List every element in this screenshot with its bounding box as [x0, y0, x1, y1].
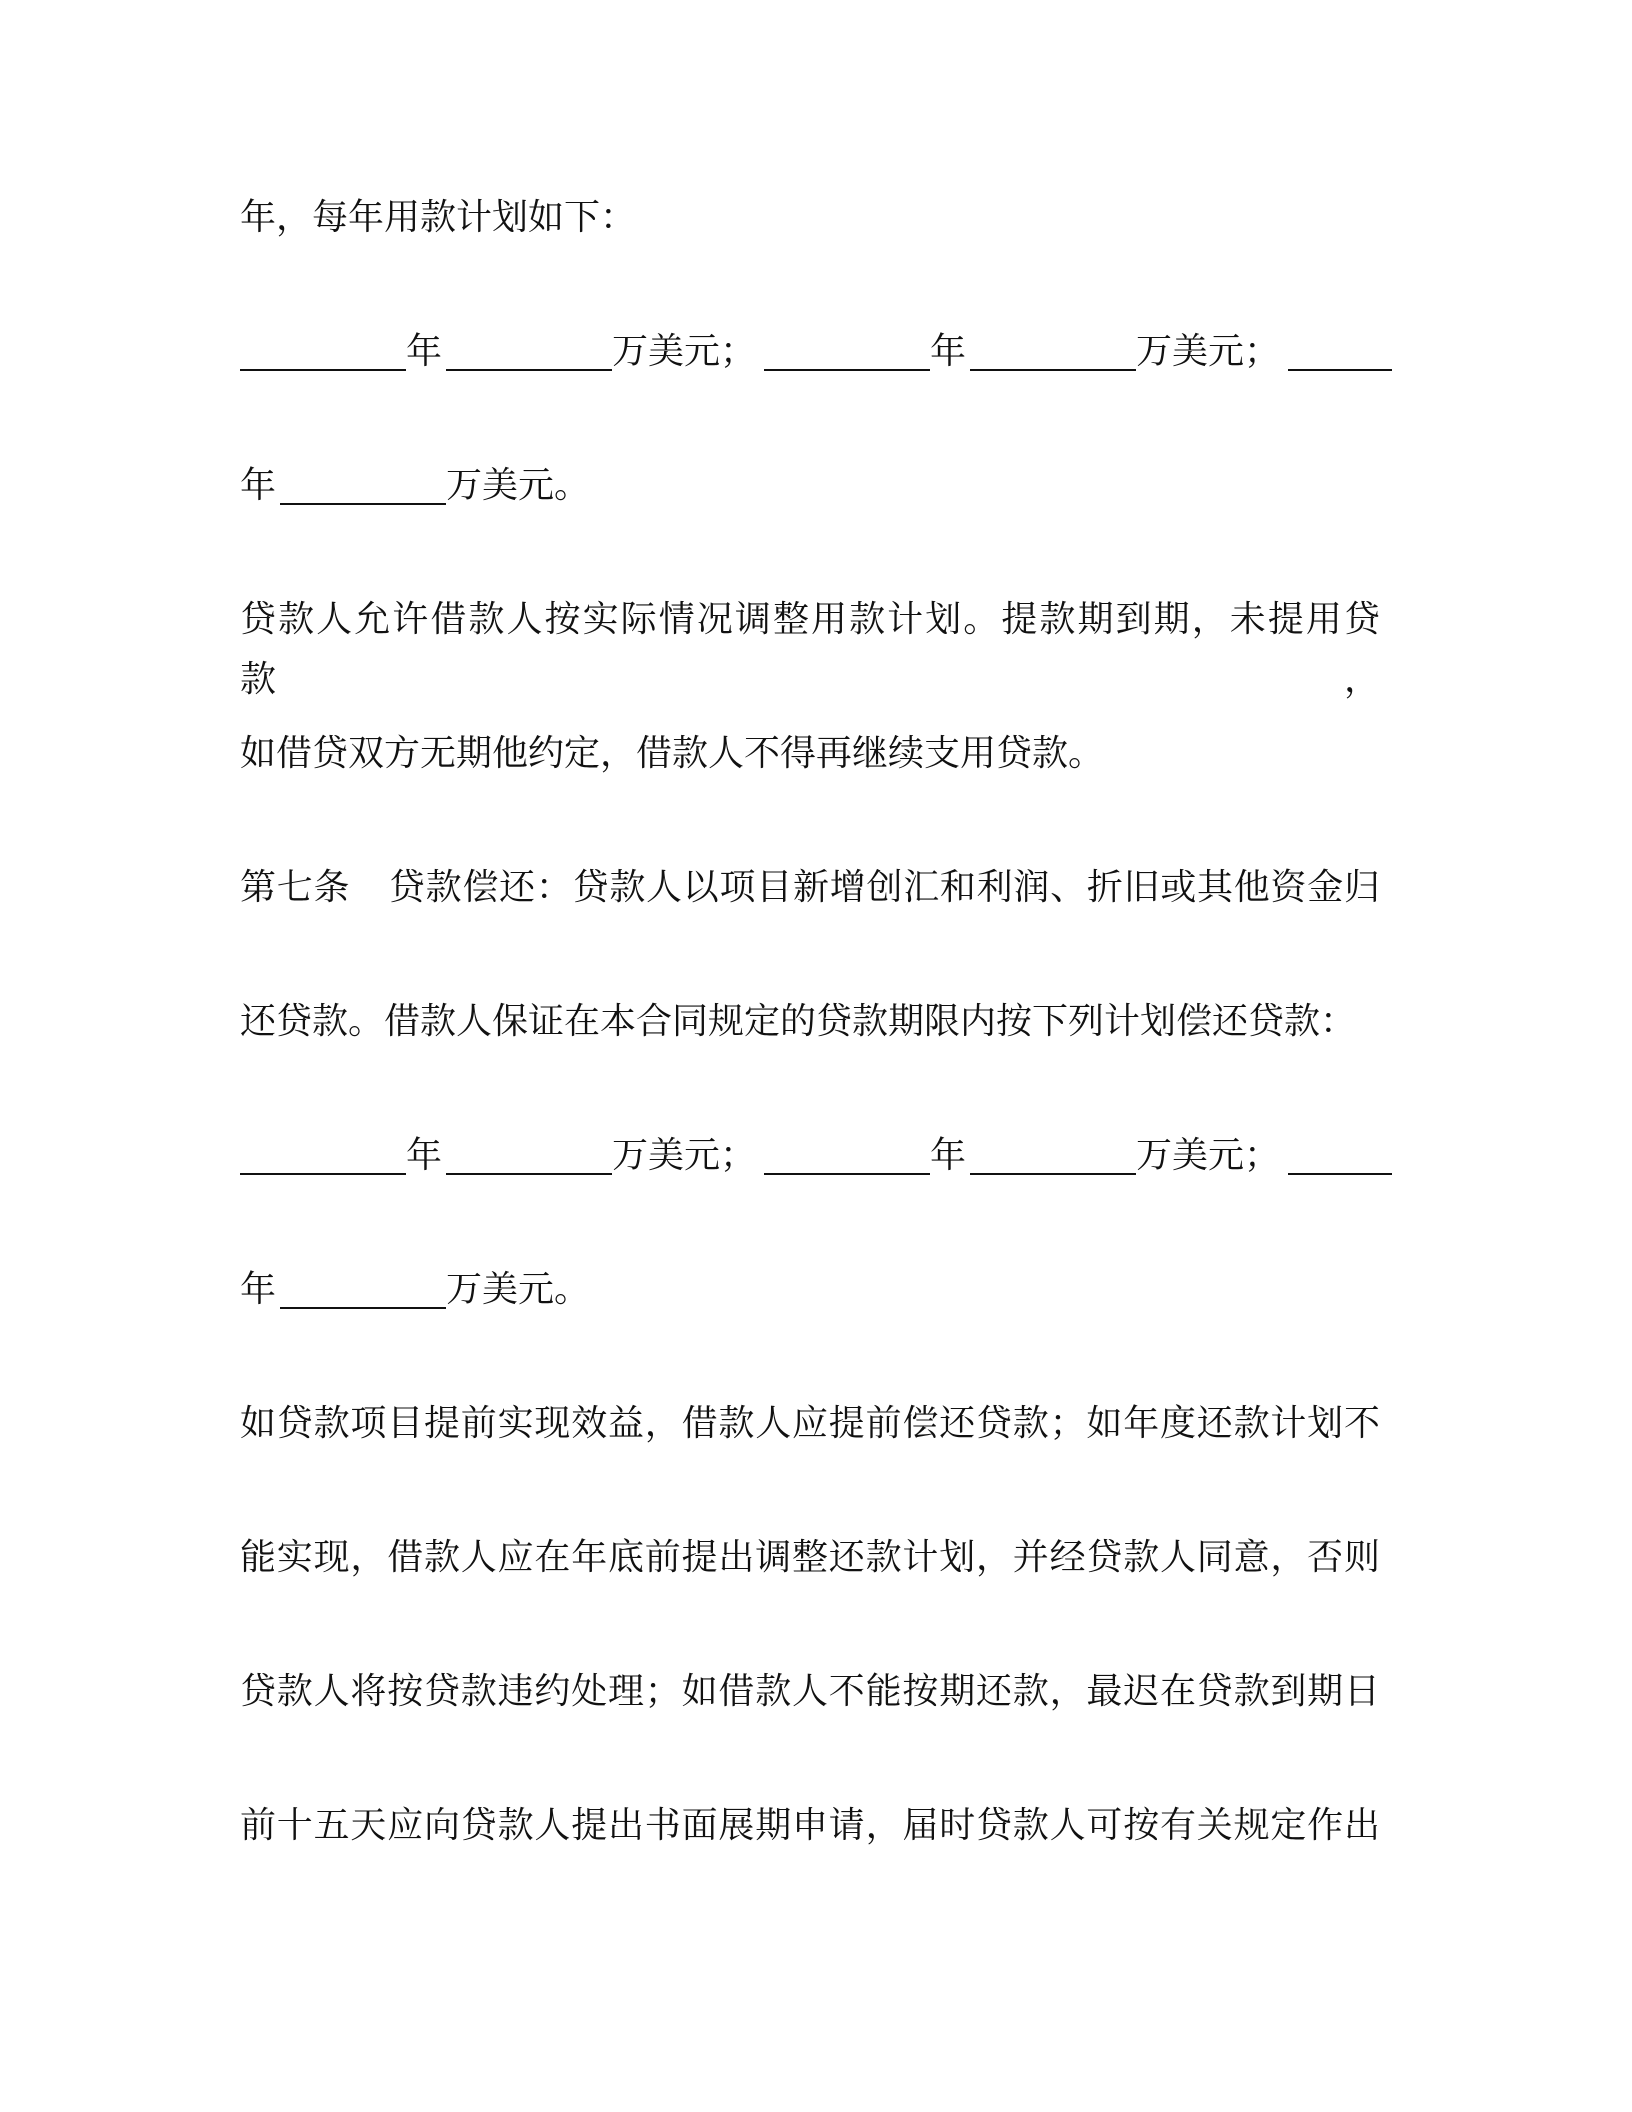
text-line: [240, 992, 1380, 1052]
blank-amount-3: [280, 503, 446, 505]
year-label: 年: [240, 465, 277, 506]
amount-label-end: 万美元。: [446, 465, 591, 506]
article-number: 第七条: [240, 867, 351, 908]
paragraph-text: 贷款人将按贷款违约处理；如借款人不能按期还款，最迟在贷款到期日: [240, 1671, 1380, 1712]
text-line: [240, 724, 1380, 784]
blank-year-2: [764, 369, 930, 371]
blank-year-3: [1288, 369, 1392, 371]
year-label: 年: [240, 1269, 277, 1310]
blank-amount-6: [280, 1307, 446, 1309]
paragraph-text: 还贷款。借款人保证在本合同规定的贷款期限内按下列计划偿还贷款：: [240, 1001, 1357, 1042]
text-line: [240, 1528, 1380, 1588]
paragraph-text: 如贷款项目提前实现效益，借款人应提前偿还贷款；如年度还款计划不: [240, 1403, 1380, 1444]
blank-year-1: [240, 369, 406, 371]
paragraph-text: 能实现，借款人应在年底前提出调整还款计划，并经贷款人同意，否则: [240, 1537, 1380, 1578]
blank-year-6: [1288, 1173, 1392, 1175]
blank-amount-4: [446, 1173, 612, 1175]
paragraph-text: 贷款人允许借款人按实际情况调整用款计划。提款期到期，未提用贷款，: [240, 599, 1380, 700]
amount-label: 万美元；: [1136, 1135, 1281, 1176]
text-line: [240, 1394, 1380, 1454]
year-label: 年: [930, 1135, 967, 1176]
text-line: [240, 1662, 1380, 1722]
amount-label: 万美元；: [612, 1135, 757, 1176]
blank-amount-2: [970, 369, 1136, 371]
year-label: 年: [406, 331, 443, 372]
year-label: 年: [406, 1135, 443, 1176]
blank-amount-1: [446, 369, 612, 371]
text-line: [240, 1796, 1380, 1856]
text-line: [240, 590, 1380, 700]
blank-year-4: [240, 1173, 406, 1175]
article-title: 贷款偿还：贷款人以项目新增创汇和利润、折旧或其他资金归: [388, 867, 1380, 908]
blank-amount-5: [970, 1173, 1136, 1175]
withdrawal-plan-row: [240, 322, 1380, 382]
text-line: [240, 188, 1380, 248]
amount-label-end: 万美元。: [446, 1269, 591, 1310]
withdrawal-plan-row-end: [240, 456, 1380, 516]
amount-label: 万美元；: [612, 331, 757, 372]
article-7-heading: [240, 858, 1380, 918]
paragraph-text: 前十五天应向贷款人提出书面展期申请，届时贷款人可按有关规定作出: [240, 1805, 1380, 1846]
paragraph-text: 如借贷双方无期他约定，借款人不得再继续支用贷款。: [240, 733, 1105, 774]
amount-label: 万美元；: [1136, 331, 1281, 372]
paragraph-text: 年，每年用款计划如下：: [240, 197, 637, 238]
year-label: 年: [930, 331, 967, 372]
repayment-plan-row: [240, 1126, 1380, 1186]
repayment-plan-row-end: [240, 1260, 1380, 1320]
blank-year-5: [764, 1173, 930, 1175]
